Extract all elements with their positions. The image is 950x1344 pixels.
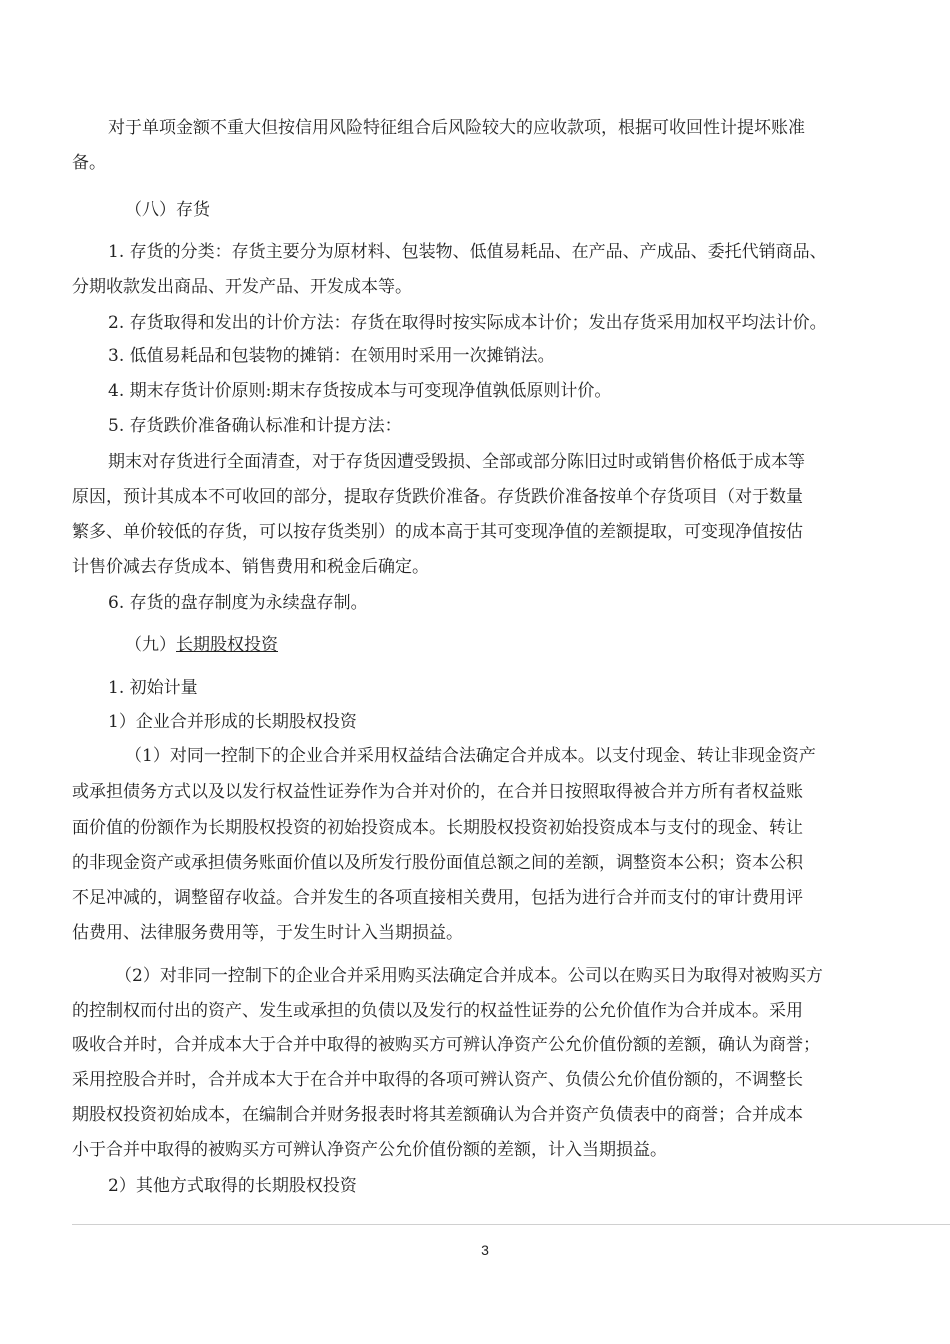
paragraph-line: （1）对同一控制下的企业合并采用权益结合法确定合并成本。以支付现金、转让非现金资产 bbox=[125, 746, 816, 766]
list-item: 1）企业合并形成的长期股权投资 bbox=[108, 712, 357, 732]
paragraph-line: 面价值的份额作为长期股权投资的初始投资成本。长期股权投资初始投资成本与支付的现金、转让 bbox=[72, 818, 803, 838]
paragraph-line: （2）对非同一控制下的企业合并采用购买法确定合并成本。公司以在购买日为取得对被购买方 bbox=[115, 966, 823, 986]
paragraph-line: 计售价减去存货成本、销售费用和税金后确定。 bbox=[72, 557, 429, 577]
footer-divider bbox=[72, 1224, 950, 1225]
section-heading-inventory: （八）存货 bbox=[125, 200, 210, 220]
paragraph-line: 的控制权而付出的资产、发生或承担的负债以及发行的权益性证券的公允价值作为合并成本。采用 bbox=[72, 1001, 803, 1021]
section-title: 长期股权投资 bbox=[176, 635, 278, 655]
paragraph-line: 不足冲减的，调整留存收益。合并发生的各项直接相关费用，包括为进行合并而支付的审计费用评 bbox=[72, 888, 803, 908]
list-item: 6. 存货的盘存制度为永续盘存制。 bbox=[108, 593, 368, 613]
section-number: （九） bbox=[125, 635, 176, 655]
paragraph-line: 分期收款发出商品、开发产品、开发成本等。 bbox=[72, 277, 412, 297]
paragraph-line: 期末对存货进行全面清查，对于存货因遭受毁损、全部或部分陈旧过时或销售价格低于成本等 bbox=[108, 452, 805, 472]
paragraph-line: 的非现金资产或承担债务账面价值以及所发行股份面值总额之间的差额，调整资本公积；资本公积 bbox=[72, 853, 803, 873]
list-item: 1. 存货的分类：存货主要分为原材料、包装物、低值易耗品、在产品、产成品、委托代销商品、 bbox=[108, 242, 827, 262]
list-item: 1. 初始计量 bbox=[108, 678, 198, 698]
list-item: 5. 存货跌价准备确认标准和计提方法： bbox=[108, 416, 402, 436]
paragraph-line: 繁多、单价较低的存货，可以按存货类别）的成本高于其可变现净值的差额提取，可变现净值按估 bbox=[72, 522, 803, 542]
paragraph-line: 备。 bbox=[72, 153, 106, 173]
paragraph-line: 期股权投资初始成本，在编制合并财务报表时将其差额确认为合并资产负债表中的商誉；合并成本 bbox=[72, 1105, 803, 1125]
paragraph-line: 小于合并中取得的被购买方可辨认净资产公允价值份额的差额，计入当期损益。 bbox=[72, 1140, 667, 1160]
paragraph-line: 对于单项金额不重大但按信用风险特征组合后风险较大的应收款项，根据可收回性计提坏账准 bbox=[108, 118, 805, 138]
paragraph-line: 估费用、法律服务费用等，于发生时计入当期损益。 bbox=[72, 923, 463, 943]
list-item: 2. 存货取得和发出的计价方法：存货在取得时按实际成本计价；发出存货采用加权平均法计价。 bbox=[108, 313, 827, 333]
page-number: 3 bbox=[481, 1242, 489, 1258]
paragraph-line: 吸收合并时，合并成本大于合并中取得的被购买方可辨认净资产公允价值份额的差额，确认为商誉； bbox=[72, 1035, 820, 1055]
paragraph-line: 原因，预计其成本不可收回的部分，提取存货跌价准备。存货跌价准备按单个存货项目（对于数量 bbox=[72, 487, 803, 507]
section-heading-long-term-equity bbox=[125, 634, 278, 656]
list-item: 2）其他方式取得的长期股权投资 bbox=[108, 1176, 357, 1196]
list-item: 4. 期末存货计价原则:期末存货按成本与可变现净值孰低原则计价。 bbox=[108, 381, 612, 401]
paragraph-line: 采用控股合并时，合并成本大于在合并中取得的各项可辨认资产、负债公允价值份额的，不调整长 bbox=[72, 1070, 803, 1090]
paragraph-line: 或承担债务方式以及以发行权益性证券作为合并对价的，在合并日按照取得被合并方所有者权益账 bbox=[72, 782, 803, 802]
list-item: 3. 低值易耗品和包装物的摊销：在领用时采用一次摊销法。 bbox=[108, 346, 555, 366]
